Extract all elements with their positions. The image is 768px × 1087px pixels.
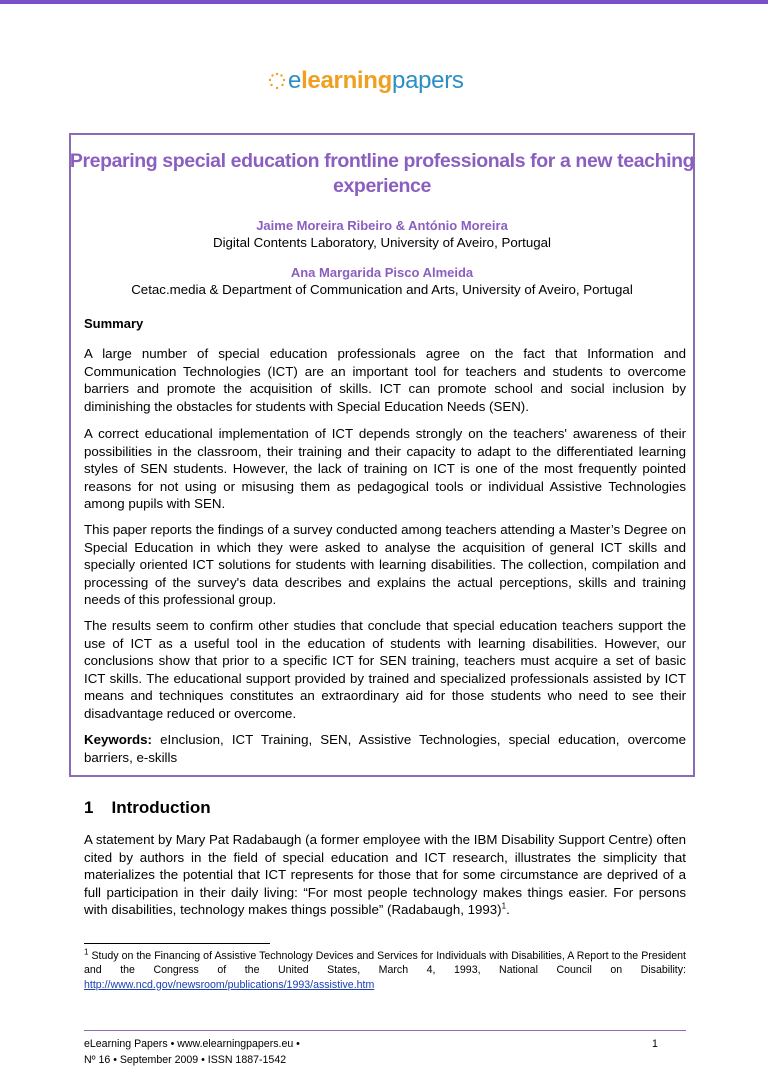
footer-line-2: Nº 16 • September 2009 • ISSN 1887-1542 [84,1054,287,1066]
logo-text-learning: learning [301,67,393,94]
summary-paragraph-1: A large number of special education professionals agree on the fact that Information and Communication Technologies (ICT) are an important tool for teachers and students to overcome barriers and promote the acquisition of skills. ICT can promote school and social inclusion by diminishing the obstacles for students with Special Education Needs (SEN). [84,346,686,414]
footnote-text: Study on the Financing of Assistive Technology Devices and Services for Individuals with Disabilities, A Report to the President and the Congress of the United States, March 4, 1993, National Council on Disability: [84,950,686,977]
introduction-end: . [506,902,510,917]
logo-text [288,67,464,95]
keywords-text: eInclusion, ICT Training, SEN, Assistive Technologies, special education, overcome barriers, e-skills [84,732,686,765]
footnote-reference[interactable]: 1 [501,901,507,911]
section-title: Introduction [111,798,211,817]
footnote-mark: 1 [84,947,89,957]
summary-label: Summary [84,316,144,331]
footer-rule [84,1030,686,1031]
elearningpapers-logo [268,66,464,96]
summary-paragraph-3: This paper reports the findings of a survey conducted among teachers attending a Master’s Degree on Special Education in which they were asked to analyse the acquisition of general ICT skills and specially oriented ICT solutions for students with learning disabilities. The collection, compilation and processing of the survey's data describes and explains the actual perceptions, skills and training needs of this professional group. [84,522,686,607]
introduction-paragraph [84,831,686,919]
page-number: 1 [652,1038,658,1050]
summary-paragraph-2: A correct educational implementation of ICT depends strongly on the teachers' awareness of their possibilities in the classroom, their training and their capacity to adapt to the differentiated learning styles of SEN students. However, the lack of training on ICT is one of the most frequently pointed reasons for not using or misusing them as pedagogical tools or individual Assistive Technologies among pupils with SEN. [84,426,686,511]
paper-title: Preparing special education frontline professionals for a new teaching experience [69,150,695,197]
footnote-separator [84,943,270,944]
keywords [84,731,686,766]
logo-text-papers: papers [392,67,464,94]
summary-paragraph-4: The results seem to confirm other studies that conclude that special education teachers support the use of ICT as a useful tool in the education of students with learning disabilities. However, our conclusions show that prior to a specific ICT for SEN training, teachers must acquire a set of basic ICT skills. The educational support provided by trained and specialized professionals assisted by ICT means and techniques constitutes an extraordinary aid for those students who need to see their disadvantage reduced or overcome. [84,618,686,721]
author-line-1: Jaime Moreira Ribeiro & António Moreira [256,218,508,233]
author-line-2: Ana Margarida Pisco Almeida [290,265,474,280]
star-ring-icon [268,72,286,90]
keywords-label: Keywords: [84,732,152,747]
top-accent-bar [0,0,768,4]
introduction-heading [84,798,211,818]
logo-text-e: e [288,67,302,94]
footer-line-1: eLearning Papers • www.elearningpapers.eu • [84,1038,300,1050]
affiliation-line-1: Digital Contents Laboratory, University of Aveiro, Portugal [212,235,551,250]
section-number: 1 [84,798,94,817]
footnote-link[interactable]: http://www.ncd.gov/newsroom/publications/1993/assistive.htm [84,978,375,991]
footnote [84,949,686,992]
affiliation-line-2: Cetac.media & Department of Communication and Arts, University of Aveiro, Portugal [131,282,633,297]
introduction-text: A statement by Mary Pat Radabaugh (a former employee with the IBM Disability Support Centre) often cited by authors in the field of special education and ICT research, illustrates the simplicity that materializes the potential that ICT represents for those that for some circumstance are deprived of a full participation in their daily living: “For most people technology makes things easier. For persons with disabilities, technology makes things possible” (Radabaugh, 1993) [84,832,686,917]
